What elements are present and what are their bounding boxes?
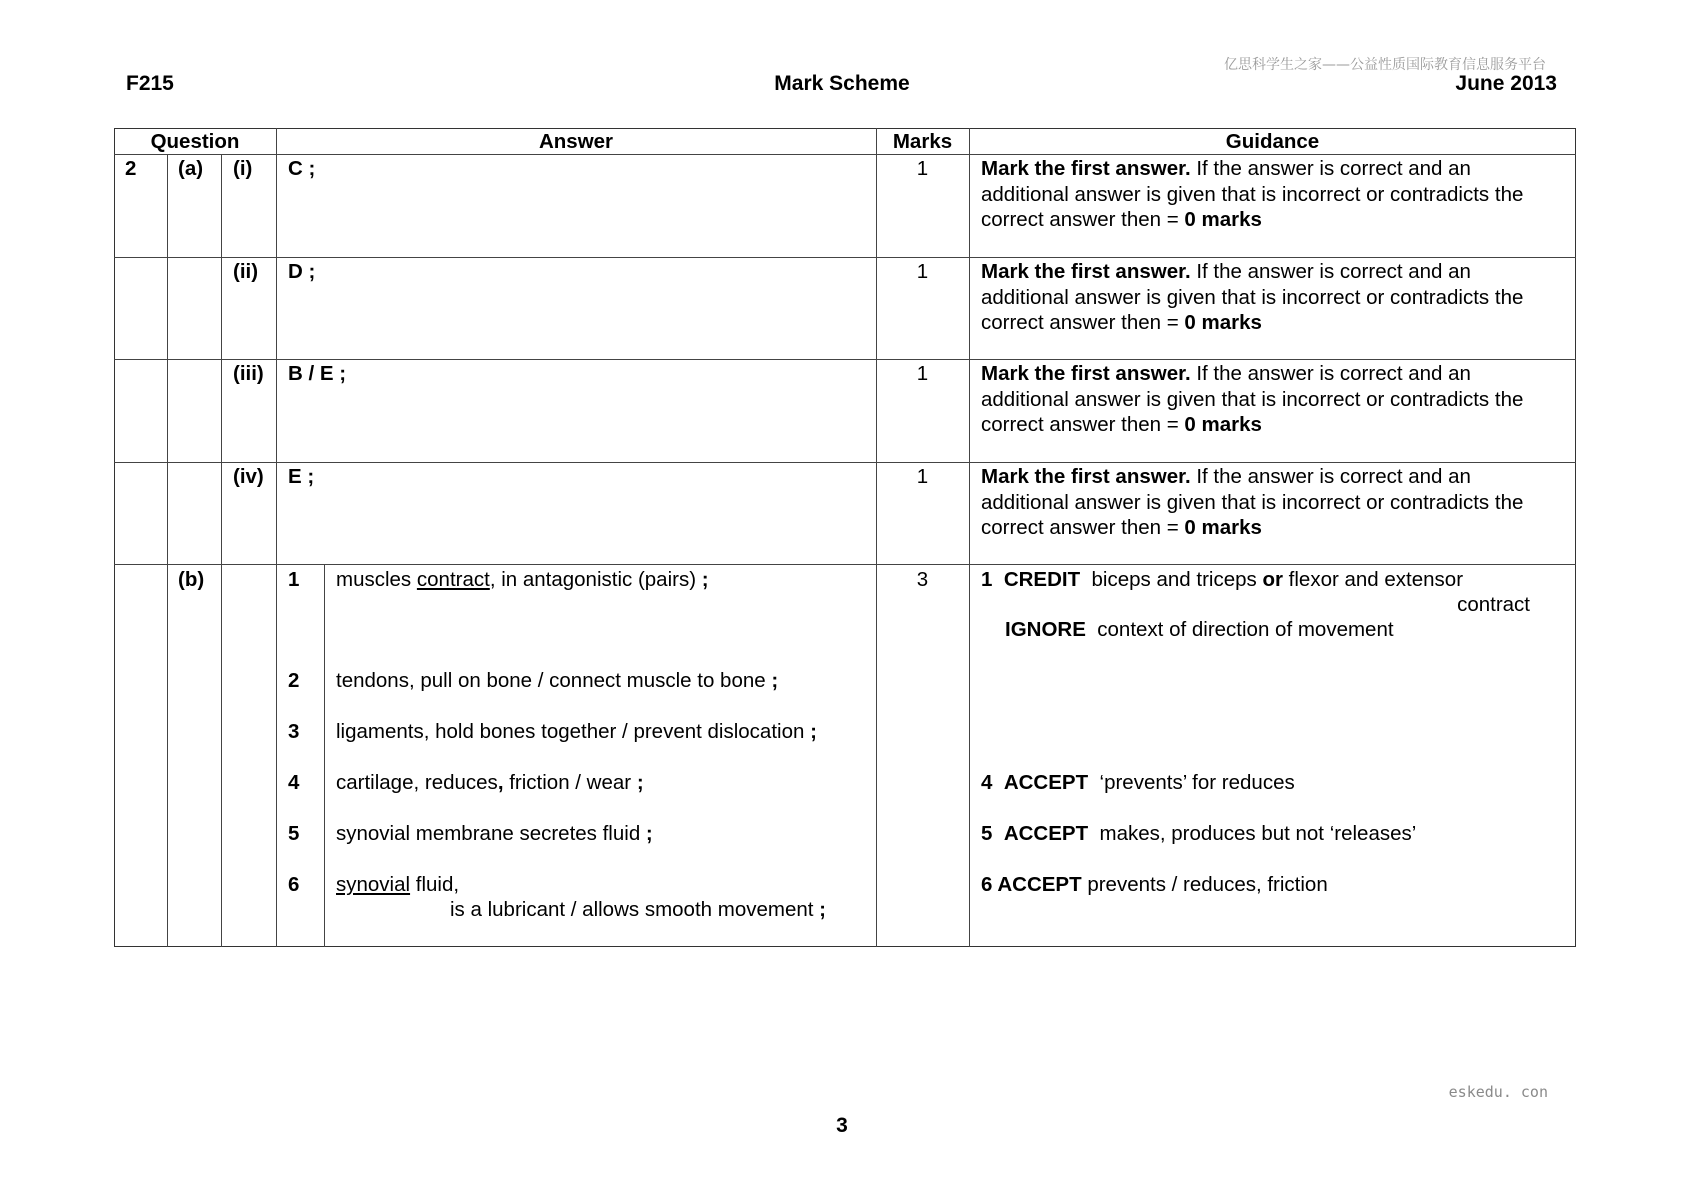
mark-point-semicolon: ; — [819, 898, 826, 921]
guidance-point-number: 5 — [981, 822, 993, 845]
guidance-keyword: ACCEPT — [1003, 771, 1089, 794]
marks-value: 1 — [916, 362, 929, 385]
mark-point-semicolon: ; — [810, 720, 817, 743]
guidance-or: or — [1262, 568, 1283, 591]
exam-date: June 2013 — [1455, 72, 1557, 95]
row-divider — [114, 257, 1576, 258]
column-header-answer: Answer — [538, 130, 614, 153]
point-key-term: contract — [416, 568, 490, 591]
column-divider — [324, 564, 325, 947]
guidance-lead: Mark the first answer. — [981, 157, 1191, 180]
guidance-text — [981, 259, 1523, 336]
point-number: 4 — [288, 771, 300, 794]
guidance-lead: Mark the first answer. — [981, 465, 1191, 488]
guidance-line1: If the answer is correct and an — [1190, 157, 1471, 180]
answer-text: E ; — [288, 465, 315, 488]
guidance-text — [981, 361, 1523, 438]
marks-value: 1 — [916, 465, 929, 488]
guidance-line2: additional answer is given that is incorrect or contradicts the — [981, 285, 1524, 309]
point-text — [336, 770, 644, 796]
guidance-point-number: 4 — [981, 771, 993, 794]
guidance-zero-marks: 0 marks — [1184, 208, 1262, 232]
guidance-text-part: makes, produces but not ‘releases’ — [1099, 822, 1417, 845]
guidance-credit — [981, 567, 1463, 593]
guidance-line3: correct answer then = — [981, 413, 1185, 437]
guidance-text-part: flexor and extensor — [1282, 568, 1464, 591]
document-title-text: Mark Scheme — [774, 72, 910, 95]
guidance-zero-marks: 0 marks — [1184, 516, 1262, 540]
subpart-label: (ii) — [233, 260, 259, 283]
guidance-keyword: 6 ACCEPT — [981, 873, 1082, 896]
column-divider — [276, 128, 277, 947]
row-divider — [114, 462, 1576, 463]
point-text — [336, 567, 709, 593]
point-text-part: is a lubricant / allows smooth movement — [450, 898, 820, 921]
document-title — [0, 72, 1684, 96]
marks-value: 1 — [916, 260, 929, 283]
point-number: 5 — [288, 822, 300, 845]
guidance-line3: correct answer then = — [981, 516, 1185, 540]
guidance-text — [981, 156, 1523, 233]
guidance-text-part: context of direction of movement — [1097, 618, 1394, 641]
guidance-keyword: ACCEPT — [1003, 822, 1089, 845]
marks-value: 1 — [916, 157, 929, 180]
point-text-part: friction / wear — [503, 771, 637, 794]
point-text — [336, 719, 817, 745]
point-text — [336, 821, 653, 847]
marks-value: 3 — [916, 568, 929, 591]
row-divider — [114, 359, 1576, 360]
page-number-text: 3 — [836, 1114, 848, 1137]
point-number: 2 — [288, 669, 300, 692]
guidance-keyword: CREDIT — [1003, 568, 1081, 591]
guidance-text-part: ‘prevents’ for reduces — [1099, 771, 1295, 794]
guidance-keyword: IGNORE — [1005, 618, 1086, 641]
page-number — [0, 1114, 1684, 1138]
point-text-part: muscles — [336, 568, 417, 591]
guidance-lead: Mark the first answer. — [981, 260, 1191, 283]
point-number: 3 — [288, 720, 300, 743]
part-label-a: (a) — [178, 157, 204, 180]
column-divider — [969, 128, 970, 947]
guidance-line1: If the answer is correct and an — [1190, 362, 1471, 385]
watermark-url: eskedu. con — [1448, 1083, 1548, 1101]
column-header-guidance: Guidance — [1225, 130, 1320, 153]
column-divider — [167, 154, 168, 947]
guidance-accept — [981, 770, 1295, 796]
point-text — [336, 668, 778, 694]
guidance-text-part: prevents / reduces, friction — [1081, 873, 1328, 896]
point-comma: , — [497, 771, 504, 794]
guidance-line1: If the answer is correct and an — [1190, 260, 1471, 283]
guidance-line2: additional answer is given that is incorrect or contradicts the — [981, 490, 1524, 514]
guidance-zero-marks: 0 marks — [1184, 413, 1262, 437]
point-text — [336, 872, 459, 898]
guidance-zero-marks: 0 marks — [1184, 311, 1262, 335]
guidance-accept — [981, 872, 1328, 898]
guidance-line3: correct answer then = — [981, 311, 1185, 335]
subpart-label: (i) — [233, 157, 253, 180]
guidance-line1: If the answer is correct and an — [1190, 465, 1471, 488]
question-number: 2 — [125, 157, 137, 180]
guidance-text — [981, 464, 1523, 541]
mark-point-semicolon: ; — [771, 669, 779, 692]
mark-point-semicolon: ; — [701, 568, 709, 591]
guidance-line3: correct answer then = — [981, 208, 1185, 232]
guidance-point-number: 1 — [981, 568, 993, 591]
guidance-line2: additional answer is given that is incorrect or contradicts the — [981, 182, 1524, 206]
guidance-lead: Mark the first answer. — [981, 362, 1191, 385]
subpart-label: (iii) — [233, 362, 264, 385]
point-number: 1 — [288, 568, 300, 591]
part-label-b: (b) — [178, 568, 205, 591]
answer-text: C ; — [288, 157, 316, 180]
guidance-credit-continued: contract — [1457, 593, 1530, 616]
column-header-question: Question — [150, 130, 240, 153]
column-header-marks: Marks — [892, 130, 953, 153]
guidance-accept — [981, 821, 1416, 847]
point-text-part: cartilage, reduces — [336, 771, 498, 794]
paper-code: F215 — [126, 72, 174, 95]
row-divider — [114, 564, 1576, 565]
watermark-chinese: 亿思科学生之家——公益性质国际教育信息服务平台 — [1224, 57, 1546, 73]
point-text-part: tendons, pull on bone / connect muscle to bone — [336, 669, 772, 692]
subpart-label: (iv) — [233, 465, 264, 488]
point-text-part: , in antagonistic (pairs) — [489, 568, 702, 591]
answer-text: D ; — [288, 260, 316, 283]
answer-text: B / E ; — [288, 362, 347, 385]
mark-point-semicolon: ; — [645, 822, 653, 845]
guidance-line2: additional answer is given that is incorrect or contradicts the — [981, 387, 1524, 411]
point-text-continued — [450, 897, 826, 923]
point-text-part: ligaments, hold bones together / prevent dislocation — [336, 720, 811, 743]
point-text-part: fluid, — [410, 873, 460, 896]
column-divider — [876, 128, 877, 947]
guidance-ignore — [1005, 617, 1394, 643]
point-text-part: synovial membrane secretes fluid — [336, 822, 646, 845]
point-number: 6 — [288, 873, 300, 896]
point-key-term: synovial — [336, 873, 411, 896]
guidance-text-part: biceps and triceps — [1091, 568, 1263, 591]
mark-point-semicolon: ; — [636, 771, 644, 794]
column-divider — [221, 154, 222, 947]
